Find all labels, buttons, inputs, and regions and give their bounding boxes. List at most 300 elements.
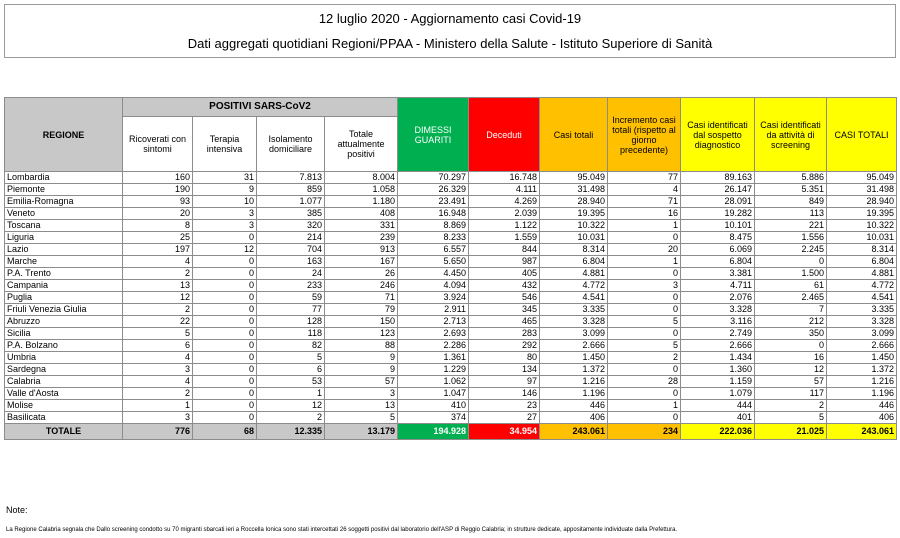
sospetto-cell: 28.091 bbox=[681, 196, 755, 208]
table-row bbox=[5, 268, 897, 280]
title-box bbox=[4, 4, 896, 58]
screening-cell: 0 bbox=[755, 256, 827, 268]
screening-cell: 12 bbox=[755, 364, 827, 376]
table-row bbox=[5, 328, 897, 340]
terapia-cell: 3 bbox=[193, 208, 257, 220]
totale-positivi-cell: 8.004 bbox=[325, 172, 398, 184]
casi-totali-cell: 1.372 bbox=[540, 364, 608, 376]
dimessi-cell: 8.233 bbox=[398, 232, 469, 244]
casi-totali-cell: 31.498 bbox=[540, 184, 608, 196]
ricoverati-cell: 20 bbox=[123, 208, 193, 220]
casi-totali-cell: 10.322 bbox=[540, 220, 608, 232]
region-cell: Abruzzo bbox=[5, 316, 123, 328]
incremento-cell: 77 bbox=[608, 172, 681, 184]
sospetto-cell: 8.475 bbox=[681, 232, 755, 244]
totale-positivi-cell: 3 bbox=[325, 388, 398, 400]
deceduti-cell: 16.748 bbox=[469, 172, 540, 184]
screening-cell: 2.465 bbox=[755, 292, 827, 304]
dimessi-cell: 2.286 bbox=[398, 340, 469, 352]
dimessi-cell: 410 bbox=[398, 400, 469, 412]
sospetto-cell: 6.804 bbox=[681, 256, 755, 268]
isolamento-cell: 59 bbox=[257, 292, 325, 304]
dimessi-cell: 8.869 bbox=[398, 220, 469, 232]
terapia-cell: 0 bbox=[193, 316, 257, 328]
casi-totali-caps-cell: 1.450 bbox=[827, 352, 897, 364]
totale-positivi-cell: 9 bbox=[325, 364, 398, 376]
deceduti-cell: 134 bbox=[469, 364, 540, 376]
terapia-cell: 0 bbox=[193, 280, 257, 292]
isolamento-cell: 7.813 bbox=[257, 172, 325, 184]
casi-totali-caps-cell: 10.322 bbox=[827, 220, 897, 232]
deceduti-cell: 465 bbox=[469, 316, 540, 328]
sospetto-cell: 3.381 bbox=[681, 268, 755, 280]
casi-totali-cell: 1.196 bbox=[540, 388, 608, 400]
casi-totali-caps-cell: 4.772 bbox=[827, 280, 897, 292]
isolamento-cell: 82 bbox=[257, 340, 325, 352]
page-title: 12 luglio 2020 - Aggiornamento casi Covid-19 bbox=[318, 11, 582, 26]
ricoverati-cell: 3 bbox=[123, 412, 193, 424]
casi-totali-cell: 3.328 bbox=[540, 316, 608, 328]
isolamento-cell: 320 bbox=[257, 220, 325, 232]
dimessi-cell: 26.329 bbox=[398, 184, 469, 196]
casi-totali-caps-cell: 446 bbox=[827, 400, 897, 412]
dimessi-cell: 4.094 bbox=[398, 280, 469, 292]
isolamento-cell: 5 bbox=[257, 352, 325, 364]
isolamento-cell: 77 bbox=[257, 304, 325, 316]
incremento-cell: 0 bbox=[608, 328, 681, 340]
table-row bbox=[5, 352, 897, 364]
dimessi-cell: 16.948 bbox=[398, 208, 469, 220]
ricoverati-cell: 4 bbox=[123, 376, 193, 388]
terapia-cell: 9 bbox=[193, 184, 257, 196]
dimessi-cell: 5.650 bbox=[398, 256, 469, 268]
sospetto-cell: 2.749 bbox=[681, 328, 755, 340]
region-cell: Piemonte bbox=[5, 184, 123, 196]
screening-cell: 113 bbox=[755, 208, 827, 220]
dimessi-cell: 374 bbox=[398, 412, 469, 424]
totale-positivi-cell: 239 bbox=[325, 232, 398, 244]
table-body bbox=[5, 172, 897, 440]
casi-totali-caps-cell: 1.196 bbox=[827, 388, 897, 400]
ricoverati-cell: 160 bbox=[123, 172, 193, 184]
ricoverati-cell: 2 bbox=[123, 304, 193, 316]
screening-cell: 212 bbox=[755, 316, 827, 328]
screening-cell: 1.556 bbox=[755, 232, 827, 244]
sospetto-cell: 1.159 bbox=[681, 376, 755, 388]
isolamento-cell: 385 bbox=[257, 208, 325, 220]
terapia-cell: 0 bbox=[193, 388, 257, 400]
casi-totali-cell: 4.881 bbox=[540, 268, 608, 280]
ricoverati-cell: 1 bbox=[123, 400, 193, 412]
region-cell: Basilicata bbox=[5, 412, 123, 424]
screening-cell: 5.351 bbox=[755, 184, 827, 196]
casi-totali-cell: 243.061 bbox=[540, 424, 608, 440]
table-row bbox=[5, 316, 897, 328]
region-cell: Molise bbox=[5, 400, 123, 412]
totale-positivi-cell: 1.058 bbox=[325, 184, 398, 196]
casi-totali-cell: 19.395 bbox=[540, 208, 608, 220]
table-row bbox=[5, 184, 897, 196]
region-cell: Lombardia bbox=[5, 172, 123, 184]
isolamento-cell: 233 bbox=[257, 280, 325, 292]
ricoverati-cell: 93 bbox=[123, 196, 193, 208]
ricoverati-cell: 5 bbox=[123, 328, 193, 340]
header-casi-totali-caps: CASI TOTALI bbox=[827, 98, 897, 172]
sospetto-cell: 1.079 bbox=[681, 388, 755, 400]
incremento-cell: 4 bbox=[608, 184, 681, 196]
totale-positivi-cell: 13.179 bbox=[325, 424, 398, 440]
casi-totali-cell: 446 bbox=[540, 400, 608, 412]
screening-cell: 5 bbox=[755, 412, 827, 424]
region-cell: Emilia-Romagna bbox=[5, 196, 123, 208]
casi-totali-caps-cell: 3.328 bbox=[827, 316, 897, 328]
sospetto-cell: 3.116 bbox=[681, 316, 755, 328]
sospetto-cell: 26.147 bbox=[681, 184, 755, 196]
casi-totali-caps-cell: 3.099 bbox=[827, 328, 897, 340]
incremento-cell: 0 bbox=[608, 364, 681, 376]
terapia-cell: 0 bbox=[193, 352, 257, 364]
sospetto-cell: 444 bbox=[681, 400, 755, 412]
terapia-cell: 10 bbox=[193, 196, 257, 208]
totale-positivi-cell: 1.180 bbox=[325, 196, 398, 208]
casi-totali-caps-cell: 406 bbox=[827, 412, 897, 424]
header-isolamento: Isolamento domiciliare bbox=[257, 117, 325, 172]
casi-totali-caps-cell: 10.031 bbox=[827, 232, 897, 244]
screening-cell: 61 bbox=[755, 280, 827, 292]
ricoverati-cell: 190 bbox=[123, 184, 193, 196]
header-screening: Casi identificati da attività di screening bbox=[755, 98, 827, 172]
header-ricoverati: Ricoverati con sintomi bbox=[123, 117, 193, 172]
isolamento-cell: 214 bbox=[257, 232, 325, 244]
casi-totali-cell: 8.314 bbox=[540, 244, 608, 256]
sospetto-cell: 1.434 bbox=[681, 352, 755, 364]
casi-totali-cell: 406 bbox=[540, 412, 608, 424]
dimessi-cell: 4.450 bbox=[398, 268, 469, 280]
isolamento-cell: 12 bbox=[257, 400, 325, 412]
terapia-cell: 0 bbox=[193, 328, 257, 340]
isolamento-cell: 163 bbox=[257, 256, 325, 268]
incremento-cell: 0 bbox=[608, 304, 681, 316]
table-row bbox=[5, 208, 897, 220]
casi-totali-caps-cell: 6.804 bbox=[827, 256, 897, 268]
isolamento-cell: 118 bbox=[257, 328, 325, 340]
table-row bbox=[5, 256, 897, 268]
page-subtitle: Dati aggregati quotidiani Regioni/PPAA - Ministero della Salute - Istituto Superiore di Sanità bbox=[187, 36, 713, 51]
deceduti-cell: 405 bbox=[469, 268, 540, 280]
totale-positivi-cell: 913 bbox=[325, 244, 398, 256]
deceduti-cell: 23 bbox=[469, 400, 540, 412]
note-text: La Regione Calabria segnala che Dallo screening condotto su 70 migranti sbarcati ieri a Roccella Ionica sono stati intercettati 26 soggetti positivi dal laboratorio dell'ASP di Reggio Calabria; in strutture dedicate, appositamente individuate dalla Prefettura. bbox=[6, 527, 678, 533]
deceduti-cell: 146 bbox=[469, 388, 540, 400]
casi-totali-caps-cell: 4.541 bbox=[827, 292, 897, 304]
totale-positivi-cell: 71 bbox=[325, 292, 398, 304]
incremento-cell: 1 bbox=[608, 256, 681, 268]
dimessi-cell: 2.911 bbox=[398, 304, 469, 316]
casi-totali-cell: 1.450 bbox=[540, 352, 608, 364]
isolamento-cell: 53 bbox=[257, 376, 325, 388]
screening-cell: 117 bbox=[755, 388, 827, 400]
screening-cell: 350 bbox=[755, 328, 827, 340]
screening-cell: 57 bbox=[755, 376, 827, 388]
totale-positivi-cell: 57 bbox=[325, 376, 398, 388]
deceduti-cell: 546 bbox=[469, 292, 540, 304]
region-cell: Veneto bbox=[5, 208, 123, 220]
ricoverati-cell: 12 bbox=[123, 292, 193, 304]
casi-totali-cell: 4.541 bbox=[540, 292, 608, 304]
sospetto-cell: 89.163 bbox=[681, 172, 755, 184]
ricoverati-cell: 3 bbox=[123, 364, 193, 376]
isolamento-cell: 24 bbox=[257, 268, 325, 280]
ricoverati-cell: 4 bbox=[123, 352, 193, 364]
terapia-cell: 68 bbox=[193, 424, 257, 440]
incremento-cell: 16 bbox=[608, 208, 681, 220]
dimessi-cell: 1.062 bbox=[398, 376, 469, 388]
isolamento-cell: 1.077 bbox=[257, 196, 325, 208]
region-cell: Campania bbox=[5, 280, 123, 292]
ricoverati-cell: 8 bbox=[123, 220, 193, 232]
deceduti-cell: 97 bbox=[469, 376, 540, 388]
sospetto-cell: 401 bbox=[681, 412, 755, 424]
deceduti-cell: 283 bbox=[469, 328, 540, 340]
ricoverati-cell: 4 bbox=[123, 256, 193, 268]
header-totale-positivi: Totale attualmente positivi bbox=[325, 117, 398, 172]
terapia-cell: 0 bbox=[193, 412, 257, 424]
table-row bbox=[5, 280, 897, 292]
totale-positivi-cell: 13 bbox=[325, 400, 398, 412]
note-label: Note: bbox=[6, 505, 28, 515]
terapia-cell: 3 bbox=[193, 220, 257, 232]
region-cell: Friuli Venezia Giulia bbox=[5, 304, 123, 316]
table-row bbox=[5, 232, 897, 244]
incremento-cell: 1 bbox=[608, 400, 681, 412]
header-dimessi: DIMESSI GUARITI bbox=[398, 98, 469, 172]
screening-cell: 221 bbox=[755, 220, 827, 232]
ricoverati-cell: 25 bbox=[123, 232, 193, 244]
header-incremento: Incremento casi totali (rispetto al giorno precedente) bbox=[608, 98, 681, 172]
terapia-cell: 0 bbox=[193, 256, 257, 268]
deceduti-cell: 80 bbox=[469, 352, 540, 364]
casi-totali-cell: 95.049 bbox=[540, 172, 608, 184]
casi-totali-cell: 4.772 bbox=[540, 280, 608, 292]
incremento-cell: 28 bbox=[608, 376, 681, 388]
isolamento-cell: 1 bbox=[257, 388, 325, 400]
casi-totali-caps-cell: 1.216 bbox=[827, 376, 897, 388]
totale-positivi-cell: 331 bbox=[325, 220, 398, 232]
casi-totali-caps-cell: 95.049 bbox=[827, 172, 897, 184]
totale-positivi-cell: 88 bbox=[325, 340, 398, 352]
ricoverati-cell: 6 bbox=[123, 340, 193, 352]
totale-positivi-cell: 246 bbox=[325, 280, 398, 292]
screening-cell: 5.886 bbox=[755, 172, 827, 184]
region-cell: Lazio bbox=[5, 244, 123, 256]
casi-totali-caps-cell: 8.314 bbox=[827, 244, 897, 256]
totale-positivi-cell: 5 bbox=[325, 412, 398, 424]
ricoverati-cell: 2 bbox=[123, 388, 193, 400]
sospetto-cell: 19.282 bbox=[681, 208, 755, 220]
header-sospetto: Casi identificati dal sospetto diagnostico bbox=[681, 98, 755, 172]
header-deceduti: Deceduti bbox=[469, 98, 540, 172]
totale-positivi-cell: 26 bbox=[325, 268, 398, 280]
table-row bbox=[5, 364, 897, 376]
terapia-cell: 0 bbox=[193, 364, 257, 376]
dimessi-cell: 23.491 bbox=[398, 196, 469, 208]
ricoverati-cell: 776 bbox=[123, 424, 193, 440]
deceduti-cell: 2.039 bbox=[469, 208, 540, 220]
dimessi-cell: 2.693 bbox=[398, 328, 469, 340]
region-cell: Calabria bbox=[5, 376, 123, 388]
header-region: REGIONE bbox=[5, 98, 123, 172]
region-cell: P.A. Bolzano bbox=[5, 340, 123, 352]
dimessi-cell: 1.229 bbox=[398, 364, 469, 376]
deceduti-cell: 27 bbox=[469, 412, 540, 424]
deceduti-cell: 4.111 bbox=[469, 184, 540, 196]
incremento-cell: 0 bbox=[608, 412, 681, 424]
terapia-cell: 0 bbox=[193, 292, 257, 304]
casi-totali-caps-cell: 4.881 bbox=[827, 268, 897, 280]
table-row bbox=[5, 292, 897, 304]
region-cell: Liguria bbox=[5, 232, 123, 244]
deceduti-cell: 1.559 bbox=[469, 232, 540, 244]
region-cell: Sicilia bbox=[5, 328, 123, 340]
header-casi-totali: Casi totali bbox=[540, 98, 608, 172]
totale-positivi-cell: 123 bbox=[325, 328, 398, 340]
isolamento-cell: 2 bbox=[257, 412, 325, 424]
deceduti-cell: 1.122 bbox=[469, 220, 540, 232]
ricoverati-cell: 2 bbox=[123, 268, 193, 280]
terapia-cell: 0 bbox=[193, 400, 257, 412]
casi-totali-cell: 1.216 bbox=[540, 376, 608, 388]
ricoverati-cell: 197 bbox=[123, 244, 193, 256]
totale-positivi-cell: 408 bbox=[325, 208, 398, 220]
incremento-cell: 2 bbox=[608, 352, 681, 364]
casi-totali-caps-cell: 19.395 bbox=[827, 208, 897, 220]
table-row bbox=[5, 220, 897, 232]
casi-totali-cell: 2.666 bbox=[540, 340, 608, 352]
sospetto-cell: 222.036 bbox=[681, 424, 755, 440]
sospetto-cell: 3.328 bbox=[681, 304, 755, 316]
region-cell: Umbria bbox=[5, 352, 123, 364]
incremento-cell: 5 bbox=[608, 316, 681, 328]
dimessi-cell: 1.361 bbox=[398, 352, 469, 364]
terapia-cell: 0 bbox=[193, 340, 257, 352]
casi-totali-caps-cell: 2.666 bbox=[827, 340, 897, 352]
dimessi-cell: 70.297 bbox=[398, 172, 469, 184]
header-positivi-group: POSITIVI SARS-CoV2 bbox=[123, 98, 398, 117]
incremento-cell: 20 bbox=[608, 244, 681, 256]
region-cell: TOTALE bbox=[5, 424, 123, 440]
incremento-cell: 0 bbox=[608, 268, 681, 280]
terapia-cell: 0 bbox=[193, 268, 257, 280]
deceduti-cell: 844 bbox=[469, 244, 540, 256]
dimessi-cell: 3.924 bbox=[398, 292, 469, 304]
terapia-cell: 0 bbox=[193, 304, 257, 316]
isolamento-cell: 704 bbox=[257, 244, 325, 256]
screening-cell: 1.500 bbox=[755, 268, 827, 280]
casi-totali-caps-cell: 243.061 bbox=[827, 424, 897, 440]
covid-cases-table bbox=[4, 97, 897, 440]
screening-cell: 16 bbox=[755, 352, 827, 364]
screening-cell: 7 bbox=[755, 304, 827, 316]
header-terapia: Terapia intensiva bbox=[193, 117, 257, 172]
region-cell: Toscana bbox=[5, 220, 123, 232]
table-row bbox=[5, 340, 897, 352]
region-cell: Marche bbox=[5, 256, 123, 268]
totale-positivi-cell: 79 bbox=[325, 304, 398, 316]
casi-totali-cell: 28.940 bbox=[540, 196, 608, 208]
deceduti-cell: 432 bbox=[469, 280, 540, 292]
incremento-cell: 1 bbox=[608, 220, 681, 232]
isolamento-cell: 128 bbox=[257, 316, 325, 328]
deceduti-cell: 987 bbox=[469, 256, 540, 268]
casi-totali-cell: 10.031 bbox=[540, 232, 608, 244]
incremento-cell: 0 bbox=[608, 232, 681, 244]
incremento-cell: 234 bbox=[608, 424, 681, 440]
deceduti-cell: 4.269 bbox=[469, 196, 540, 208]
table-row bbox=[5, 388, 897, 400]
casi-totali-caps-cell: 28.940 bbox=[827, 196, 897, 208]
totale-positivi-cell: 167 bbox=[325, 256, 398, 268]
deceduti-cell: 34.954 bbox=[469, 424, 540, 440]
deceduti-cell: 345 bbox=[469, 304, 540, 316]
table-row bbox=[5, 172, 897, 184]
table-row bbox=[5, 412, 897, 424]
screening-cell: 2 bbox=[755, 400, 827, 412]
region-cell: Valle d'Aosta bbox=[5, 388, 123, 400]
dimessi-cell: 1.047 bbox=[398, 388, 469, 400]
sospetto-cell: 2.076 bbox=[681, 292, 755, 304]
totale-positivi-cell: 150 bbox=[325, 316, 398, 328]
table-row bbox=[5, 244, 897, 256]
sospetto-cell: 1.360 bbox=[681, 364, 755, 376]
casi-totali-caps-cell: 1.372 bbox=[827, 364, 897, 376]
ricoverati-cell: 13 bbox=[123, 280, 193, 292]
isolamento-cell: 12.335 bbox=[257, 424, 325, 440]
dimessi-cell: 194.928 bbox=[398, 424, 469, 440]
dimessi-cell: 6.557 bbox=[398, 244, 469, 256]
casi-totali-cell: 3.335 bbox=[540, 304, 608, 316]
incremento-cell: 0 bbox=[608, 292, 681, 304]
screening-cell: 849 bbox=[755, 196, 827, 208]
incremento-cell: 0 bbox=[608, 388, 681, 400]
table-row bbox=[5, 376, 897, 388]
isolamento-cell: 6 bbox=[257, 364, 325, 376]
region-cell: Puglia bbox=[5, 292, 123, 304]
terapia-cell: 0 bbox=[193, 376, 257, 388]
sospetto-cell: 2.666 bbox=[681, 340, 755, 352]
screening-cell: 0 bbox=[755, 340, 827, 352]
deceduti-cell: 292 bbox=[469, 340, 540, 352]
incremento-cell: 3 bbox=[608, 280, 681, 292]
casi-totali-cell: 6.804 bbox=[540, 256, 608, 268]
terapia-cell: 31 bbox=[193, 172, 257, 184]
totale-positivi-cell: 9 bbox=[325, 352, 398, 364]
incremento-cell: 71 bbox=[608, 196, 681, 208]
sospetto-cell: 10.101 bbox=[681, 220, 755, 232]
region-cell: Sardegna bbox=[5, 364, 123, 376]
table-row bbox=[5, 196, 897, 208]
sospetto-cell: 6.069 bbox=[681, 244, 755, 256]
screening-cell: 21.025 bbox=[755, 424, 827, 440]
terapia-cell: 0 bbox=[193, 232, 257, 244]
ricoverati-cell: 22 bbox=[123, 316, 193, 328]
incremento-cell: 5 bbox=[608, 340, 681, 352]
casi-totali-cell: 3.099 bbox=[540, 328, 608, 340]
screening-cell: 2.245 bbox=[755, 244, 827, 256]
isolamento-cell: 859 bbox=[257, 184, 325, 196]
table-row bbox=[5, 304, 897, 316]
sospetto-cell: 4.711 bbox=[681, 280, 755, 292]
total-row bbox=[5, 424, 897, 440]
